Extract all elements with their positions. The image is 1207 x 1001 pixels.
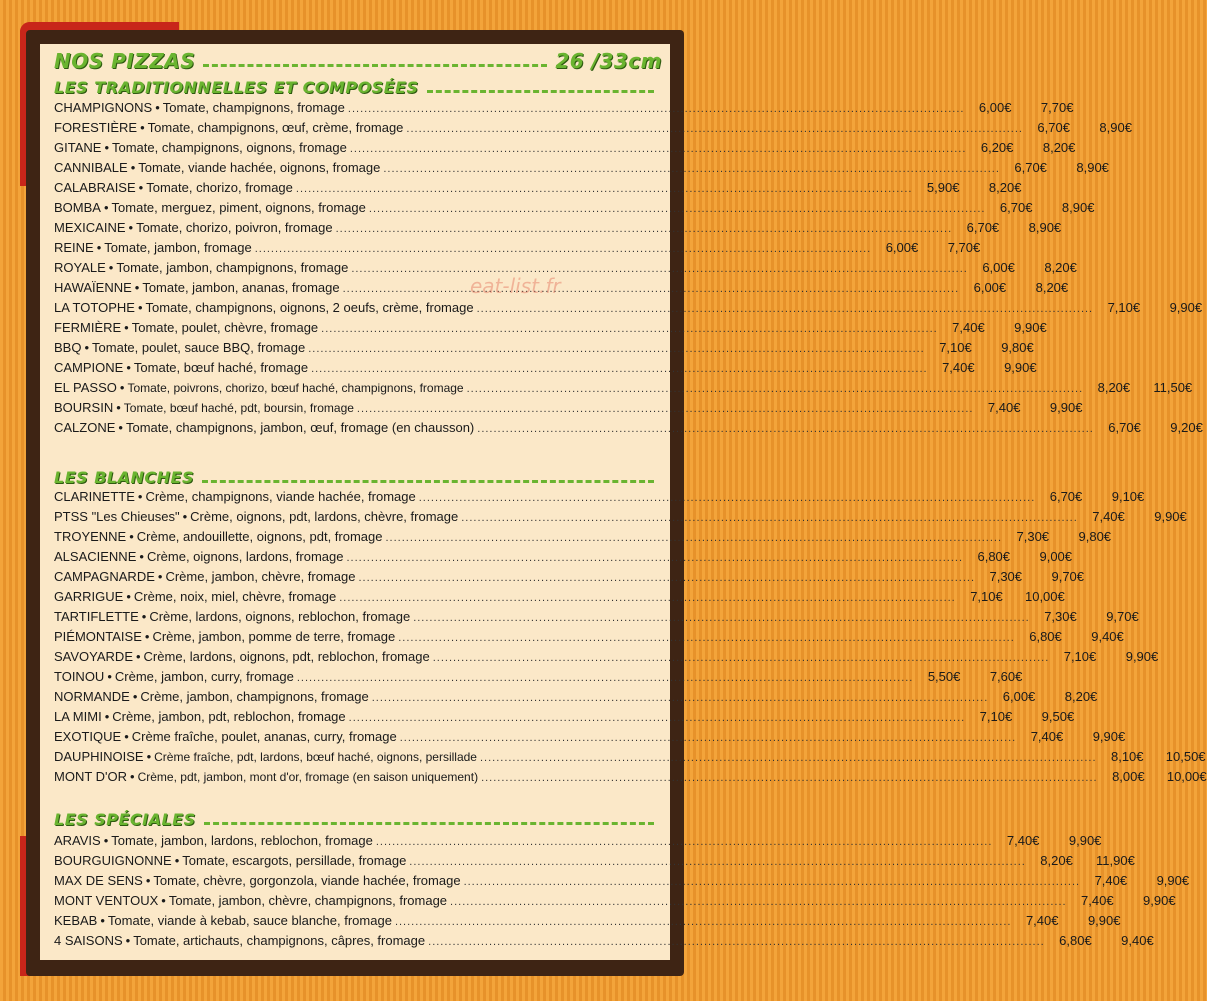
pizza-ingredients: Tomate, jambon, chèvre, champignons, fromage: [168, 893, 448, 908]
menu-item-row: [54, 278, 1069, 298]
pizza-ingredients: Crème, jambon, pomme de terre, fromage: [152, 629, 396, 644]
price-33cm: 8,20€: [1035, 280, 1069, 295]
bullet-separator: •: [135, 649, 141, 664]
price-33cm: 10,00€: [1024, 589, 1065, 604]
pizza-ingredients: Crème, lardons, oignons, reblochon, fromage: [149, 609, 411, 624]
pizza-ingredients: Crème, oignons, lardons, fromage: [146, 549, 344, 564]
section-list-blanches: [54, 487, 1207, 787]
section-list-speciales: [54, 831, 1190, 951]
dot-leader: [406, 119, 1023, 139]
menu-item-row: [54, 567, 1085, 587]
price-33cm: 9,20€: [1170, 420, 1203, 435]
pizza-name: PTSS "Les Chieuses": [54, 509, 180, 524]
bullet-separator: •: [116, 400, 121, 415]
pizza-name: BOMBA: [54, 200, 101, 215]
price-26cm: 7,30€: [989, 569, 1023, 584]
dot-leader: [398, 628, 1015, 648]
price-33cm: 8,20€: [1044, 260, 1077, 275]
dot-leader: [450, 892, 1067, 912]
pizza-name: EL PASSO: [54, 380, 117, 395]
pizza-name: PIÉMONTAISE: [54, 629, 142, 644]
section-title: LES SPÉCIALES: [54, 809, 196, 829]
pizza-name: BBQ: [54, 340, 82, 355]
menu-item-row: [54, 378, 1193, 398]
price-33cm: 9,80€: [1078, 529, 1112, 544]
pizza-ingredients: Tomate, chorizo, poivron, fromage: [136, 220, 333, 235]
dot-leader: [376, 832, 993, 852]
pizza-ingredients: Crème, jambon, pdt, reblochon, fromage: [112, 709, 346, 724]
bullet-separator: •: [129, 529, 134, 544]
price-33cm: 9,40€: [1091, 629, 1124, 644]
dot-leader: [383, 159, 1000, 179]
pizza-ingredients: Crème, noix, miel, chèvre, fromage: [133, 589, 337, 604]
price-33cm: 10,50€: [1165, 749, 1206, 764]
price-33cm: 9,90€: [1092, 729, 1126, 744]
price-26cm: 6,70€: [1014, 160, 1047, 175]
bullet-separator: •: [103, 200, 109, 215]
menu-item-row: [54, 587, 1065, 607]
dot-leader: [461, 508, 1078, 528]
pizza-name: MAX DE SENS: [54, 873, 143, 888]
bullet-separator: •: [130, 160, 136, 175]
pizza-ingredients: Tomate, jambon, fromage: [104, 240, 252, 255]
dot-leader: [350, 139, 967, 159]
price-33cm: 9,70€: [1051, 569, 1085, 584]
pizza-name: MONT VENTOUX: [54, 893, 159, 908]
price-33cm: 9,90€: [1169, 300, 1203, 315]
price-33cm: 7,70€: [1040, 100, 1074, 115]
price-33cm: 9,90€: [1087, 913, 1121, 928]
price-33cm: 8,20€: [988, 180, 1022, 195]
menu-item-row: [54, 138, 1076, 158]
watermark: eat-list.fr: [470, 274, 561, 298]
pizza-name: ARAVIS: [54, 833, 101, 848]
menu-item-row: [54, 507, 1187, 527]
menu-item-row: [54, 647, 1159, 667]
price-33cm: 11,90€: [1096, 853, 1135, 868]
bullet-separator: •: [96, 240, 102, 255]
pizza-ingredients: Crème, jambon, chèvre, fromage: [165, 569, 356, 584]
pizza-name: MONT D'OR: [54, 769, 128, 784]
dot-leader: [336, 219, 953, 239]
pizza-ingredients: Tomate, bœuf haché, pdt, boursin, fromage: [123, 401, 354, 415]
menu-item-row: [54, 667, 1023, 687]
price-33cm: 9,00€: [1039, 549, 1073, 564]
price-26cm: 8,10€: [1110, 749, 1144, 764]
pizza-ingredients: Tomate, artichauts, champignons, câpres, fromage: [133, 933, 426, 948]
price-26cm: 8,20€: [1040, 853, 1073, 868]
menu-item-row: [54, 118, 1132, 138]
bullet-separator: •: [145, 873, 151, 888]
dot-leader: [358, 568, 975, 588]
pizza-ingredients: Crème, lardons, oignons, pdt, reblochon, fromage: [143, 649, 430, 664]
menu-item-row: [54, 418, 1203, 438]
bullet-separator: •: [128, 220, 134, 235]
price-26cm: 6,70€: [1037, 120, 1070, 135]
price-33cm: 9,80€: [1001, 340, 1034, 355]
dot-leader: [369, 199, 986, 219]
menu-item-row: [54, 851, 1135, 871]
price-26cm: 6,00€: [1002, 689, 1036, 704]
price-26cm: 7,40€: [942, 360, 975, 375]
menu-item-row: [54, 158, 1109, 178]
price-26cm: 8,00€: [1112, 769, 1145, 784]
bullet-separator: •: [119, 380, 125, 395]
bullet-separator: •: [84, 340, 90, 355]
bullet-separator: •: [141, 609, 147, 624]
pizza-ingredients: Crème, pdt, jambon, mont d'or, fromage (en saison uniquement): [137, 770, 479, 784]
bullet-separator: •: [100, 913, 105, 928]
title-divider: [203, 64, 547, 67]
menu-item-row: [54, 338, 1034, 358]
bullet-separator: •: [146, 749, 152, 764]
price-33cm: 9,90€: [1014, 320, 1047, 335]
pizza-name: CAMPAGNARDE: [54, 569, 155, 584]
price-26cm: 6,70€: [999, 200, 1033, 215]
bullet-separator: •: [137, 489, 143, 504]
dot-leader: [433, 648, 1050, 668]
dot-leader: [308, 339, 925, 359]
dot-leader: [467, 379, 1084, 399]
size-label: 26 /33cm: [555, 49, 662, 73]
price-26cm: 6,00€: [978, 100, 1012, 115]
price-33cm: 9,90€: [1068, 833, 1102, 848]
pizza-name: CAMPIONE: [54, 360, 124, 375]
pizza-ingredients: Tomate, viande à kebab, sauce blanche, fromage: [107, 913, 392, 928]
bullet-separator: •: [104, 140, 109, 155]
menu-item-row: [54, 218, 1062, 238]
bullet-separator: •: [118, 420, 123, 435]
pizza-ingredients: Crème, jambon, champignons, fromage: [140, 689, 369, 704]
price-26cm: 7,30€: [1044, 609, 1077, 624]
pizza-name: MEXICAINE: [54, 220, 126, 235]
bullet-separator: •: [104, 709, 110, 724]
price-33cm: 8,20€: [1042, 140, 1076, 155]
bullet-separator: •: [137, 300, 143, 315]
bullet-separator: •: [126, 589, 131, 604]
section-divider: [204, 822, 654, 825]
pizza-ingredients: Crème, oignons, pdt, lardons, chèvre, fromage: [190, 509, 459, 524]
price-26cm: 7,40€: [952, 320, 985, 335]
price-26cm: 6,20€: [980, 140, 1014, 155]
dot-leader: [409, 852, 1026, 872]
menu-item-row: [54, 727, 1126, 747]
dot-leader: [297, 668, 914, 688]
dot-leader: [477, 299, 1094, 319]
price-26cm: 6,70€: [1049, 489, 1083, 504]
bullet-separator: •: [124, 320, 129, 335]
pizza-ingredients: Tomate, champignons, œuf, crème, fromage: [147, 120, 404, 135]
pizza-ingredients: Tomate, chorizo, fromage: [146, 180, 293, 195]
price-26cm: 7,10€: [939, 340, 972, 355]
pizza-name: EXOTIQUE: [54, 729, 122, 744]
pizza-ingredients: Tomate, champignons, jambon, œuf, fromage (en chausson): [125, 420, 475, 435]
menu-item-row: [54, 871, 1190, 891]
price-26cm: 7,40€: [987, 400, 1021, 415]
pizza-name: CALABRAISE: [54, 180, 136, 195]
menu-item-row: [54, 298, 1203, 318]
dot-leader: [428, 932, 1045, 952]
pizza-name: TROYENNE: [54, 529, 127, 544]
bullet-separator: •: [155, 100, 160, 115]
menu-item-row: [54, 687, 1098, 707]
dot-leader: [357, 399, 974, 419]
dot-leader: [311, 359, 928, 379]
dot-leader: [343, 279, 960, 299]
dot-leader: [464, 872, 1081, 892]
menu-item-row: [54, 607, 1139, 627]
pizza-name: ALSACIENNE: [54, 549, 137, 564]
menu-item-row: [54, 707, 1075, 727]
price-26cm: 7,10€: [979, 709, 1013, 724]
price-33cm: 9,90€: [1125, 649, 1159, 664]
pizza-ingredients: Tomate, bœuf haché, fromage: [133, 360, 309, 375]
pizza-name: CALZONE: [54, 420, 116, 435]
price-26cm: 7,40€: [1092, 509, 1125, 524]
bullet-separator: •: [132, 689, 138, 704]
menu-item-row: [54, 831, 1102, 851]
bullet-separator: •: [107, 669, 112, 684]
price-26cm: 5,50€: [927, 669, 961, 684]
menu-item-row: [54, 178, 1022, 198]
dot-leader: [348, 99, 965, 119]
price-26cm: 7,40€: [1025, 913, 1059, 928]
dot-leader: [413, 608, 1030, 628]
menu-title: NOS PIZZAS: [54, 49, 196, 73]
menu-title-bar: [54, 48, 662, 74]
section-header-speciales: [54, 806, 662, 832]
price-26cm: 8,20€: [1097, 380, 1131, 395]
price-26cm: 7,40€: [1006, 833, 1040, 848]
pizza-ingredients: Crème fraîche, poulet, ananas, curry, fromage: [131, 729, 397, 744]
dot-leader: [339, 588, 956, 608]
price-26cm: 7,10€: [1063, 649, 1097, 664]
dot-leader: [480, 748, 1097, 768]
pizza-name: TARTIFLETTE: [54, 609, 139, 624]
menu-item-row: [54, 238, 981, 258]
pizza-ingredients: Tomate, champignons, fromage: [162, 100, 345, 115]
pizza-ingredients: Tomate, chèvre, gorgonzola, viande hachée, fromage: [153, 873, 461, 888]
price-26cm: 5,90€: [926, 180, 960, 195]
price-33cm: 7,70€: [947, 240, 981, 255]
dot-leader: [321, 319, 938, 339]
pizza-ingredients: Tomate, poivrons, chorizo, bœuf haché, champignons, fromage: [127, 381, 464, 395]
price-33cm: 9,90€: [1004, 360, 1037, 375]
price-26cm: 7,40€: [1030, 729, 1064, 744]
bullet-separator: •: [157, 569, 163, 584]
dot-leader: [296, 179, 913, 199]
bullet-separator: •: [124, 729, 129, 744]
bullet-separator: •: [130, 769, 135, 784]
price-26cm: 7,10€: [1107, 300, 1141, 315]
pizza-ingredients: Crème, jambon, curry, fromage: [114, 669, 294, 684]
price-26cm: 7,30€: [1016, 529, 1050, 544]
price-33cm: 10,00€: [1166, 769, 1207, 784]
pizza-name: NORMANDE: [54, 689, 130, 704]
bullet-separator: •: [144, 629, 150, 644]
bullet-separator: •: [126, 360, 131, 375]
pizza-name: BOURGUIGNONNE: [54, 853, 172, 868]
price-26cm: 6,80€: [977, 549, 1011, 564]
section-title: LES BLANCHES: [54, 467, 194, 487]
menu-item-row: [54, 931, 1154, 951]
dot-leader: [477, 419, 1094, 439]
price-33cm: 9,70€: [1106, 609, 1139, 624]
pizza-name: HAWAÏENNE: [54, 280, 132, 295]
pizza-ingredients: Tomate, jambon, ananas, fromage: [142, 280, 340, 295]
pizza-ingredients: Tomate, champignons, oignons, fromage: [112, 140, 347, 155]
pizza-ingredients: Crème, champignons, viande hachée, fromage: [145, 489, 416, 504]
section-divider: [427, 90, 654, 93]
menu-item-row: [54, 318, 1047, 338]
price-33cm: 9,90€: [1049, 400, 1083, 415]
pizza-name: BOURSIN: [54, 400, 114, 415]
price-33cm: 9,10€: [1111, 489, 1145, 504]
section-list-traditionnelles: [54, 98, 1203, 438]
section-header-traditionnelles: [54, 74, 662, 100]
bullet-separator: •: [134, 280, 140, 295]
menu-item-row: [54, 198, 1095, 218]
pizza-ingredients: Tomate, champignons, oignons, 2 oeufs, crème, fromage: [145, 300, 474, 315]
price-26cm: 6,70€: [1108, 420, 1141, 435]
bullet-separator: •: [182, 509, 188, 524]
bullet-separator: •: [138, 180, 144, 195]
pizza-name: CLARINETTE: [54, 489, 135, 504]
dot-leader: [372, 688, 989, 708]
pizza-name: GARRIGUE: [54, 589, 124, 604]
price-26cm: 6,00€: [982, 260, 1015, 275]
pizza-name: ROYALE: [54, 260, 106, 275]
menu-item-row: [54, 527, 1112, 547]
bullet-separator: •: [140, 120, 145, 135]
price-33cm: 9,50€: [1041, 709, 1075, 724]
pizza-name: LA TOTOPHE: [54, 300, 135, 315]
pizza-ingredients: Tomate, merguez, piment, oignons, fromage: [111, 200, 366, 215]
pizza-ingredients: Tomate, jambon, champignons, fromage: [116, 260, 349, 275]
price-26cm: 6,00€: [885, 240, 919, 255]
pizza-name: CANNIBALE: [54, 160, 128, 175]
dot-leader: [351, 259, 968, 279]
price-33cm: 9,90€: [1154, 509, 1187, 524]
dot-leader: [395, 912, 1012, 932]
pizza-name: 4 SAISONS: [54, 933, 123, 948]
pizza-name: GITANE: [54, 140, 102, 155]
menu-item-row: [54, 891, 1176, 911]
price-33cm: 8,90€: [1028, 220, 1062, 235]
price-33cm: 8,20€: [1064, 689, 1098, 704]
pizza-name: SAVOYARDE: [54, 649, 133, 664]
price-33cm: 8,90€: [1061, 200, 1095, 215]
price-26cm: 6,00€: [973, 280, 1007, 295]
pizza-ingredients: Tomate, viande hachée, oignons, fromage: [138, 160, 381, 175]
menu-item-row: [54, 747, 1206, 767]
bullet-separator: •: [108, 260, 114, 275]
pizza-name: KEBAB: [54, 913, 98, 928]
pizza-ingredients: Tomate, poulet, chèvre, fromage: [131, 320, 319, 335]
pizza-name: TOINOU: [54, 669, 105, 684]
menu-item-row: [54, 911, 1121, 931]
pizza-ingredients: Tomate, poulet, sauce BBQ, fromage: [92, 340, 306, 355]
dot-leader: [346, 548, 963, 568]
dot-leader: [349, 708, 966, 728]
pizza-ingredients: Crème fraîche, pdt, lardons, bœuf haché, oignons, persillade: [154, 750, 477, 764]
pizza-name: LA MIMI: [54, 709, 102, 724]
price-33cm: 9,90€: [1156, 873, 1190, 888]
pizza-name: FORESTIÈRE: [54, 120, 138, 135]
price-33cm: 9,90€: [1143, 893, 1176, 908]
dot-leader: [419, 488, 1036, 508]
pizza-ingredients: Tomate, jambon, lardons, reblochon, fromage: [111, 833, 373, 848]
pizza-ingredients: Crème, andouillette, oignons, pdt, fromage: [136, 529, 383, 544]
section-divider: [202, 480, 654, 483]
bullet-separator: •: [103, 833, 109, 848]
menu-item-row: [54, 98, 1074, 118]
price-33cm: 11,50€: [1153, 380, 1193, 395]
menu-item-row: [54, 767, 1207, 787]
price-26cm: 7,40€: [1094, 873, 1128, 888]
menu-item-row: [54, 258, 1077, 278]
bullet-separator: •: [174, 853, 180, 868]
section-title: LES TRADITIONNELLES ET COMPOSÉES: [54, 77, 419, 97]
price-26cm: 6,80€: [1029, 629, 1062, 644]
pizza-name: CHAMPIGNONS: [54, 100, 153, 115]
price-33cm: 7,60€: [989, 669, 1023, 684]
pizza-name: FERMIÈRE: [54, 320, 122, 335]
dot-leader: [481, 768, 1098, 788]
dot-leader: [400, 728, 1017, 748]
dot-leader: [255, 239, 872, 259]
menu-item-row: [54, 358, 1037, 378]
price-26cm: 7,10€: [970, 589, 1003, 604]
menu-item-row: [54, 547, 1073, 567]
price-33cm: 8,90€: [1099, 120, 1132, 135]
bullet-separator: •: [139, 549, 144, 564]
dot-leader: [386, 528, 1003, 548]
price-33cm: 9,40€: [1121, 933, 1154, 948]
bullet-separator: •: [125, 933, 131, 948]
pizza-name: REINE: [54, 240, 94, 255]
menu-item-row: [54, 398, 1083, 418]
menu-item-row: [54, 487, 1145, 507]
menu-item-row: [54, 627, 1124, 647]
price-33cm: 8,90€: [1076, 160, 1109, 175]
price-26cm: 7,40€: [1081, 893, 1114, 908]
pizza-ingredients: Tomate, escargots, persillade, fromage: [182, 853, 407, 868]
bullet-separator: •: [161, 893, 166, 908]
price-26cm: 6,70€: [966, 220, 1000, 235]
pizza-name: DAUPHINOISE: [54, 749, 144, 764]
price-26cm: 6,80€: [1059, 933, 1092, 948]
